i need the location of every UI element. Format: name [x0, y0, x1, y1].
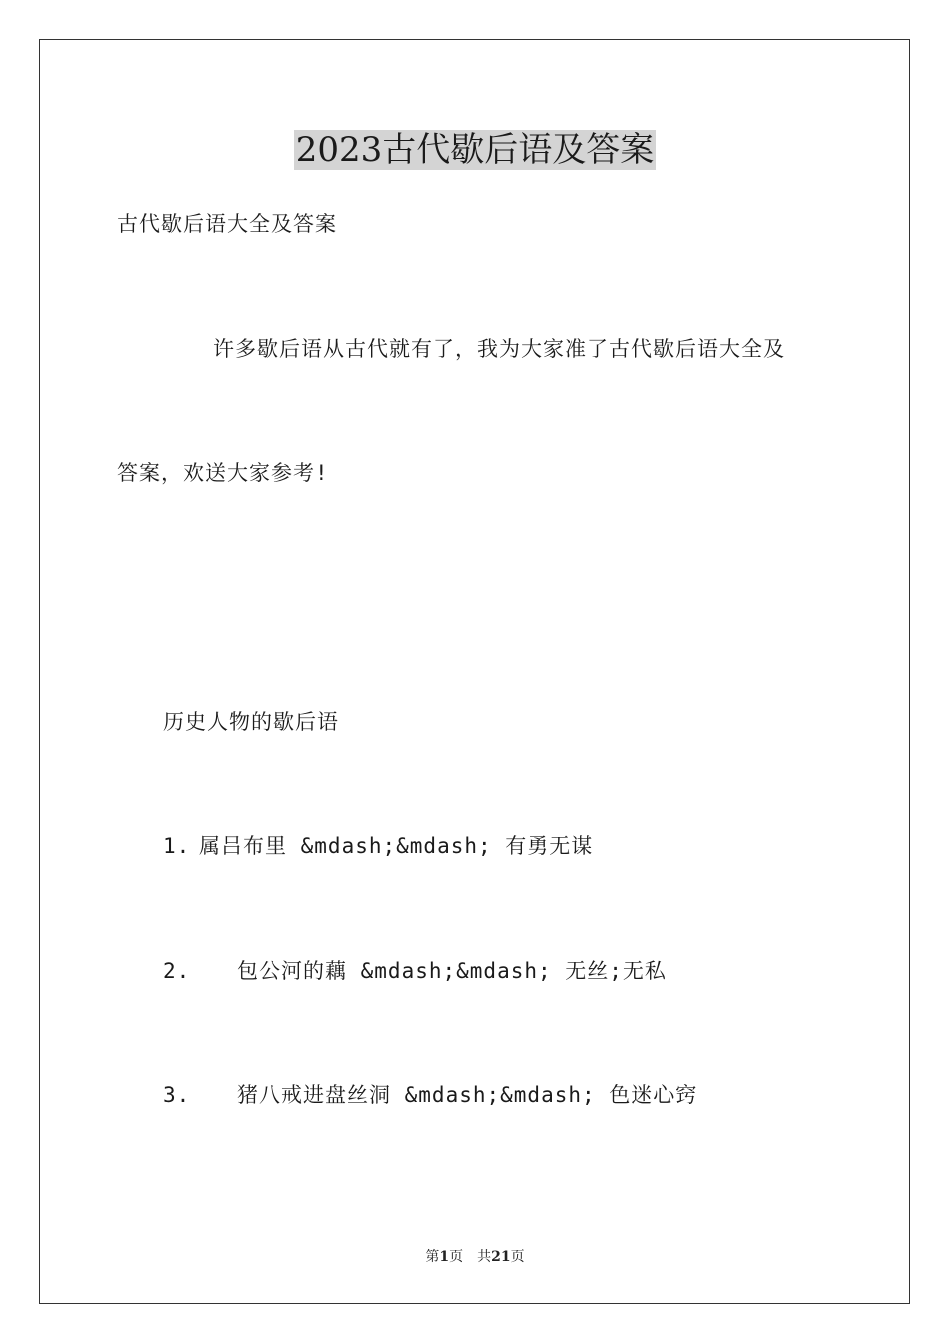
item-text: 猪八戒进盘丝洞 &mdash;&mdash; 色迷心窍	[237, 1083, 698, 1107]
item-number: 2.	[163, 959, 191, 983]
footer-page-prefix: 第	[425, 1249, 440, 1265]
section-heading: 历史人物的歇后语	[163, 710, 339, 734]
item-number: 1.	[163, 834, 191, 858]
footer-total-prefix: 共	[477, 1249, 492, 1265]
footer-page-suffix: 页	[449, 1249, 464, 1265]
title-highlight: 2023古代歇后语及答案	[295, 130, 655, 170]
item-number: 3.	[163, 1083, 191, 1107]
footer-page-current: 1	[439, 1249, 450, 1265]
intro-paragraph-line-1: 许多歇后语从古代就有了，我为大家准了古代歇后语大全及	[213, 337, 785, 361]
item-text: 属吕布里 &mdash;&mdash; 有勇无谋	[199, 834, 594, 858]
page-footer	[0, 1247, 950, 1267]
document-title	[0, 128, 950, 172]
intro-paragraph-line-2: 答案，欢送大家参考!	[117, 461, 329, 485]
footer-total-suffix: 页	[510, 1249, 525, 1265]
footer-page-total: 21	[491, 1249, 511, 1265]
document-subtitle: 古代歇后语大全及答案	[117, 212, 337, 236]
item-text: 包公河的藕 &mdash;&mdash; 无丝;无私	[237, 959, 667, 983]
